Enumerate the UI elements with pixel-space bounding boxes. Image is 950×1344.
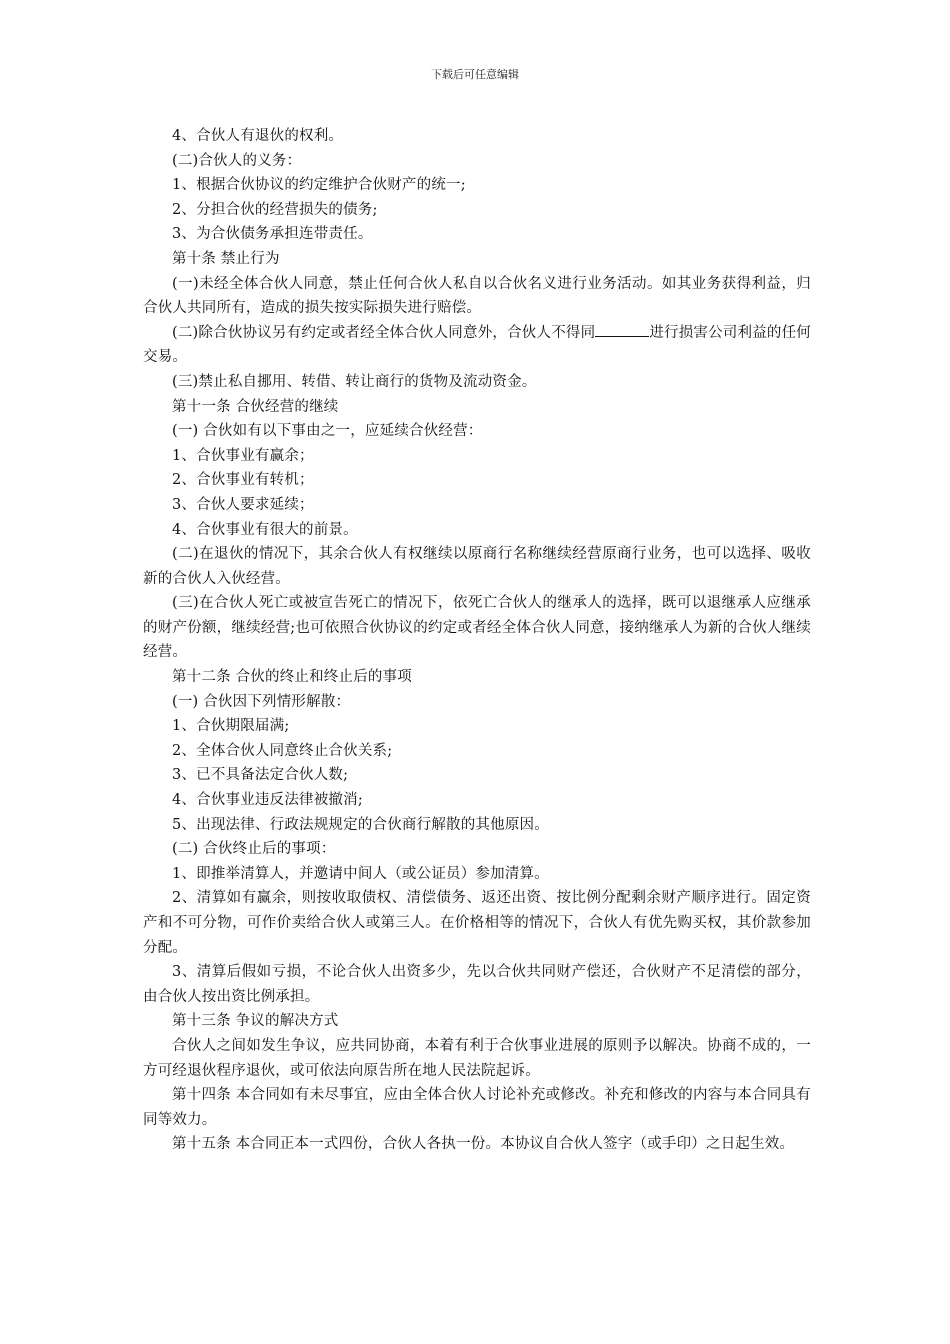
paragraph: (二)在退伙的情况下，其余合伙人有权继续以原商行名称继续经营原商行业务，也可以选择、吸收新的合伙人入伙经营。 (143, 546, 811, 587)
paragraph: (一) 合伙如有以下事由之一，应延续合伙经营： (172, 423, 483, 440)
paragraph: 1、即推举清算人，并邀请中间人（或公证员）参加清算。 (172, 865, 549, 882)
paragraph: 4、合伙事业有很大的前景。 (172, 521, 358, 538)
article-heading: 第十条 禁止行为 (172, 250, 280, 267)
paragraph: (一)未经全体合伙人同意，禁止任何合伙人私自以合伙名义进行业务活动。如其业务获得利益，归合伙人共同所有，造成的损失按实际损失进行赔偿。 (143, 275, 811, 317)
paragraph: 2、分担合伙的经营损失的债务; (172, 201, 378, 218)
paragraph: (三)在合伙人死亡或被宣告死亡的情况下，依死亡合伙人的继承人的选择，既可以退继承人应继承的财产份额，继续经营;也可依照合伙协议的约定或者经全体合伙人同意，接纳继承人为新的合伙人继续经营。 (143, 595, 811, 661)
fill-in-blank (595, 324, 649, 337)
paragraph: 1、根据合伙协议的约定维护合伙财产的统一; (172, 177, 466, 194)
paragraph: 3、清算后假如亏损，不论合伙人出资多少，先以合伙共同财产偿还，合伙财产不足清偿的部分，由合伙人按出资比例承担。 (143, 964, 811, 1005)
paragraph: (二)合伙人的义务： (172, 152, 302, 169)
blank-para-before: (二)除合伙协议另有约定或者经全体合伙人同意外，合伙人不得同 (172, 324, 596, 341)
paragraph: 2、全体合伙人同意终止合伙关系; (172, 742, 393, 759)
paragraph-with-blank (143, 321, 811, 370)
paragraph: 1、合伙事业有赢余； (172, 447, 314, 464)
paragraph: 2、清算如有赢余，则按收取债权、清偿债务、返还出资、按比例分配剩余财产顺序进行。固定资产和不可分物，可作价卖给合伙人或第三人。在价格相等的情况下，合伙人有优先购买权，其价款参加分配。 (143, 890, 811, 956)
paragraph: 合伙人之间如发生争议，应共同协商，本着有利于合伙事业进展的原则予以解决。协商不成的，一方可经退伙程序退伙，或可依法向原告所在地人民法院起诉。 (143, 1037, 811, 1079)
paragraph: (一) 合伙因下列情形解散： (172, 693, 351, 710)
paragraph: 3、为合伙债务承担连带责任。 (172, 226, 373, 243)
paragraph: (二) 合伙终止后的事项： (172, 841, 336, 858)
blank-para-after: 进行损害公司利益的任何交易。 (143, 324, 812, 366)
paragraph: 5、出现法律、行政法规规定的合伙商行解散的其他原因。 (172, 816, 549, 833)
article-heading: 第十二条 合伙的终止和终止后的事项 (172, 669, 413, 686)
paragraph: 第十五条 本合同正本一式四份，合伙人各执一份。本协议自合伙人签字（或手印）之日起生效。 (172, 1136, 795, 1153)
paragraph: 3、已不具备法定合伙人数; (172, 767, 349, 784)
contract-body (143, 124, 811, 1157)
paragraph: 4、合伙事业违反法律被撤消; (172, 792, 363, 809)
paragraph: 第十四条 本合同如有未尽事宜，应由全体合伙人讨论补充或修改。补充和修改的内容与本合同具有同等效力。 (143, 1087, 811, 1128)
page-header: 下载后可任意编辑 (431, 68, 519, 81)
article-heading: 第十三条 争议的解决方式 (172, 1013, 339, 1030)
paragraph: 1、合伙期限届满; (172, 718, 290, 735)
paragraph: 2、合伙事业有转机； (172, 472, 314, 489)
paragraph: 4、合伙人有退伙的权利。 (172, 128, 344, 144)
paragraph: 3、合伙人要求延续； (172, 496, 314, 513)
paragraph: (三)禁止私自挪用、转借、转让商行的货物及流动资金。 (172, 373, 537, 390)
article-heading: 第十一条 合伙经营的继续 (172, 398, 339, 415)
